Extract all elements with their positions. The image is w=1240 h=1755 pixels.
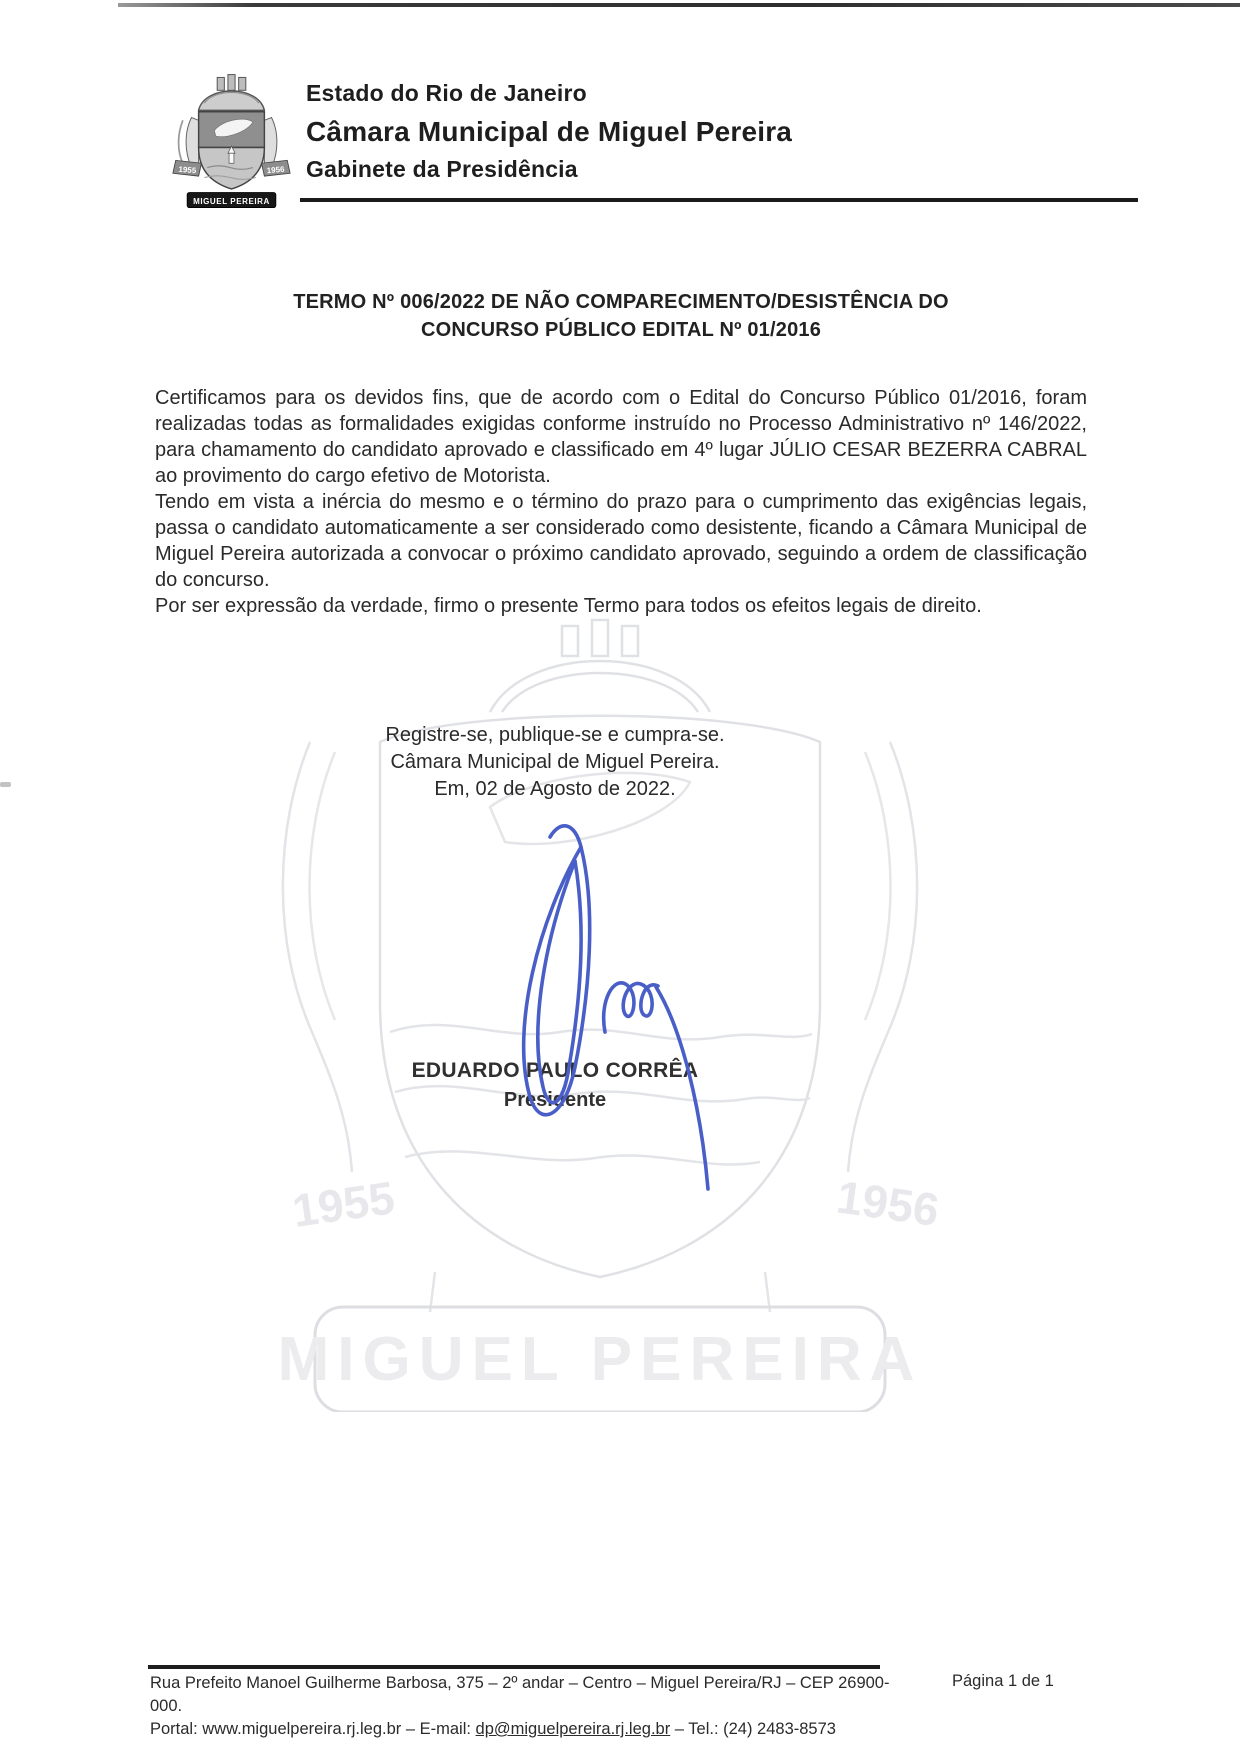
closing-line-date: Em, 02 de Agosto de 2022. [434,778,676,800]
closing-line-registre: Registre-se, publique-se e cumpra-se. [385,724,725,746]
body-paragraph-3: Por ser expressão da verdade, firmo o presente Termo para todos os efeitos legais de direito. [155,595,982,617]
letterhead [306,80,792,183]
footer-rule [148,1665,880,1669]
letterhead-state: Estado do Rio de Janeiro [306,80,587,106]
watermark-year-left: 1955 [289,1171,398,1237]
logo-banner-label: MIGUEL PEREIRA [193,196,270,206]
footer-phone-text: – Tel.: (24) 2483-8573 [670,1720,836,1738]
letterhead-office: Gabinete da Presidência [306,156,578,182]
signatory-role: Presidente [503,1089,607,1111]
scan-margin-artifact [0,782,11,787]
closing-block [155,722,955,803]
footer-address: Rua Prefeito Manoel Guilherme Barbosa, 375 – 2º andar – Centro – Miguel Pereira/RJ – CEP 26900-000. [150,1674,890,1715]
footer-email-link[interactable]: dp@miguelpereira.rj.leg.br [475,1720,671,1738]
page-number: Página 1 de 1 [952,1672,1054,1690]
municipal-crest-logo [160,66,303,209]
body-paragraph-1: Certificamos para os devidos fins, que de acordo com o Edital do Concurso Público 01/2016, foram realizadas todas as formalidades exigidas conforme instruído no Processo Administrativo nº 146/2022, para chamamento do candidato aprovado e classificado em 4º lugar JÚLIO CESAR BEZERRA CABRAL ao provimento do cargo efetivo de Motorista. [155,387,1087,487]
watermark-year-right: 1956 [833,1170,943,1237]
closing-line-camara: Câmara Municipal de Miguel Pereira. [390,751,720,773]
document-body [155,385,1087,619]
footer-contact [150,1718,910,1741]
letterhead-rule [300,198,1138,202]
footer [150,1672,910,1741]
footer-portal-text: Portal: www.miguelpereira.rj.leg.br – E-mail: [150,1720,476,1738]
watermark-banner-label: MIGUEL PEREIRA [277,1325,923,1394]
body-paragraph-2: Tendo em vista a inércia do mesmo e o término do prazo para o cumprimento das exigências legais, passa o candidato automaticamente a ser considerado como desistente, ficando a Câmara Municipal de Miguel Pereira autorizada a convocar o próximo candidato aprovado, seguindo a ordem de classificação do concurso. [155,491,1087,591]
logo-year-left: 1955 [178,164,197,176]
document-title-line1: TERMO Nº 006/2022 DE NÃO COMPARECIMENTO/DESISTÊNCIA DO [293,291,949,313]
document-title [155,288,1087,344]
signatory-block [155,1056,955,1114]
scan-edge-artifact [118,3,1240,7]
document-title-line2: CONCURSO PÚBLICO EDITAL Nº 01/2016 [420,319,822,341]
signature-ink [455,775,755,1215]
letterhead-organization: Câmara Municipal de Miguel Pereira [306,116,793,147]
logo-year-right: 1956 [266,164,285,176]
signatory-name: EDUARDO PAULO CORRÊA [411,1059,699,1082]
